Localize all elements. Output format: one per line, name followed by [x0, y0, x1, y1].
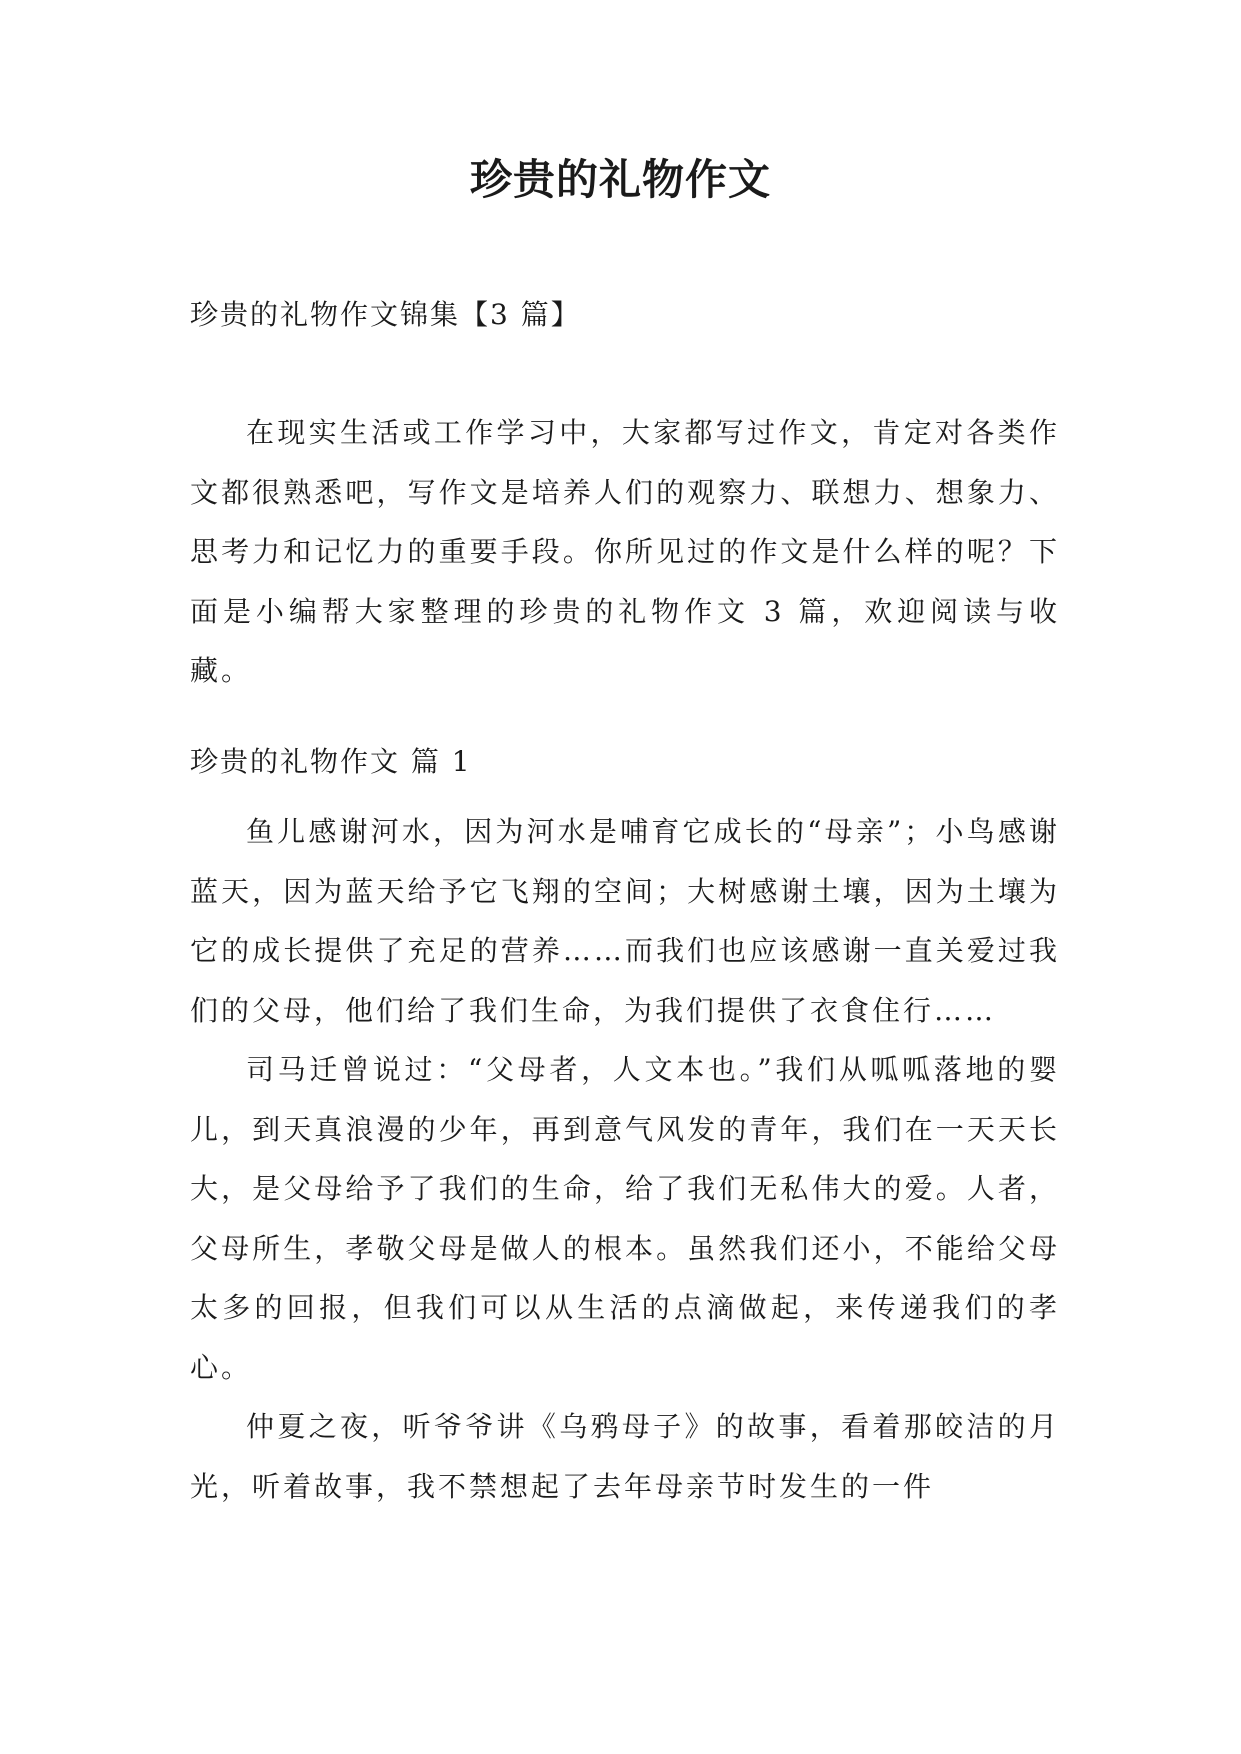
body-paragraph: 鱼儿感谢河水，因为河水是哺育它成长的“母亲”；小鸟感谢蓝天，因为蓝天给予它飞翔的空间；大树感谢土壤，因为土壤为它的成长提供了充足的营养……而我们也应该感谢一直关爱过我们的父母，他们给了我们生命，为我们提供了衣食住行……: [190, 815, 1060, 1027]
section-body: [190, 802, 1060, 1516]
intro-paragraph: 在现实生活或工作学习中，大家都写过作文，肯定对各类作文都很熟悉吧，写作文是培养人们的观察力、联想力、想象力、思考力和记忆力的重要手段。你所见过的作文是什么样的呢？下面是小编帮大家整理的珍贵的礼物作文 3 篇，欢迎阅读与收藏。: [190, 416, 1060, 687]
document-title: 珍贵的礼物作文: [469, 155, 771, 204]
body-paragraph: 仲夏之夜，听爷爷讲《乌鸦母子》的故事，看着那皎洁的月光，听着故事，我不禁想起了去年母亲节时发生的一件: [190, 1410, 1060, 1503]
body-paragraph: 司马迁曾说过：“父母者，人文本也。”我们从呱呱落地的婴儿，到天真浪漫的少年，再到意气风发的青年，我们在一天天长大，是父母给予了我们的生命，给了我们无私伟大的爱。人者，父母所生，孝敬父母是做人的根本。虽然我们还小，不能给父母太多的回报，但我们可以从生活的点滴做起，来传递我们的孝心。: [190, 1053, 1060, 1384]
document-subtitle: 珍贵的礼物作文锦集【3 篇】: [190, 298, 581, 331]
section-heading: 珍贵的礼物作文 篇 1: [190, 745, 472, 778]
